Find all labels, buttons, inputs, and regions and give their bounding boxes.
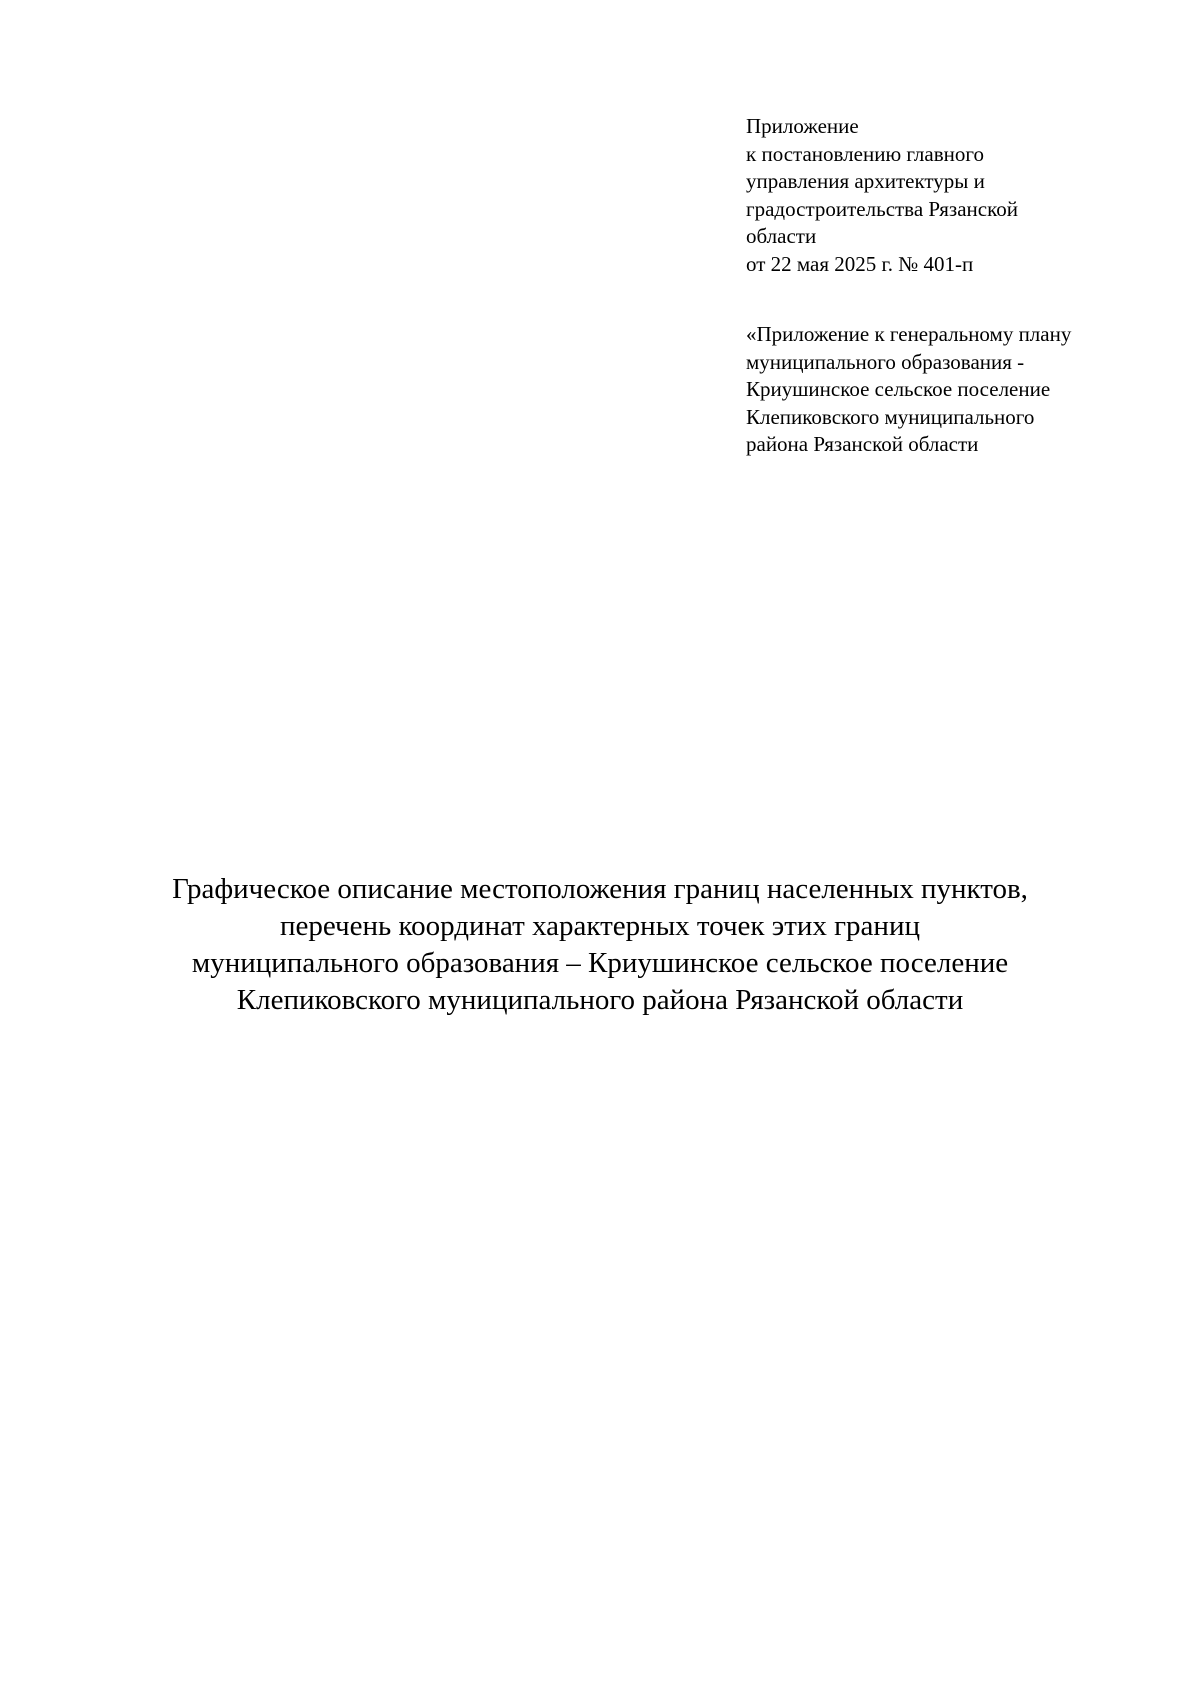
appendix-line: градостроительства Рязанской	[746, 196, 1018, 221]
quote-line: Клепиковского муниципального	[746, 404, 1035, 429]
appendix-line: управления архитектуры и	[746, 169, 985, 193]
appendix-header	[746, 113, 1166, 278]
appendix-date-number: от 22 мая 2025 г. № 401-п	[746, 251, 974, 276]
title-line: перечень координат характерных точек этих границ	[280, 910, 920, 942]
title-line: муниципального образования – Криушинское сельское поселение	[191, 947, 1009, 979]
appendix-line: к постановлению главного	[746, 141, 984, 166]
document-title	[100, 871, 1100, 1019]
appendix-label: Приложение	[746, 114, 859, 138]
quote-line: Криушинское сельское поселение	[746, 377, 1051, 401]
appendix-line: области	[746, 224, 817, 248]
title-line: Клепиковского муниципального района Рязанской области	[236, 984, 964, 1016]
title-line: Графическое описание местоположения границ населенных пунктов,	[172, 873, 1028, 905]
quote-line: муниципального образования -	[746, 349, 1025, 374]
quote-line: района Рязанской области	[746, 432, 979, 456]
general-plan-appendix-quote	[746, 321, 1166, 459]
quote-line: «Приложение к генеральному плану	[746, 322, 1072, 346]
